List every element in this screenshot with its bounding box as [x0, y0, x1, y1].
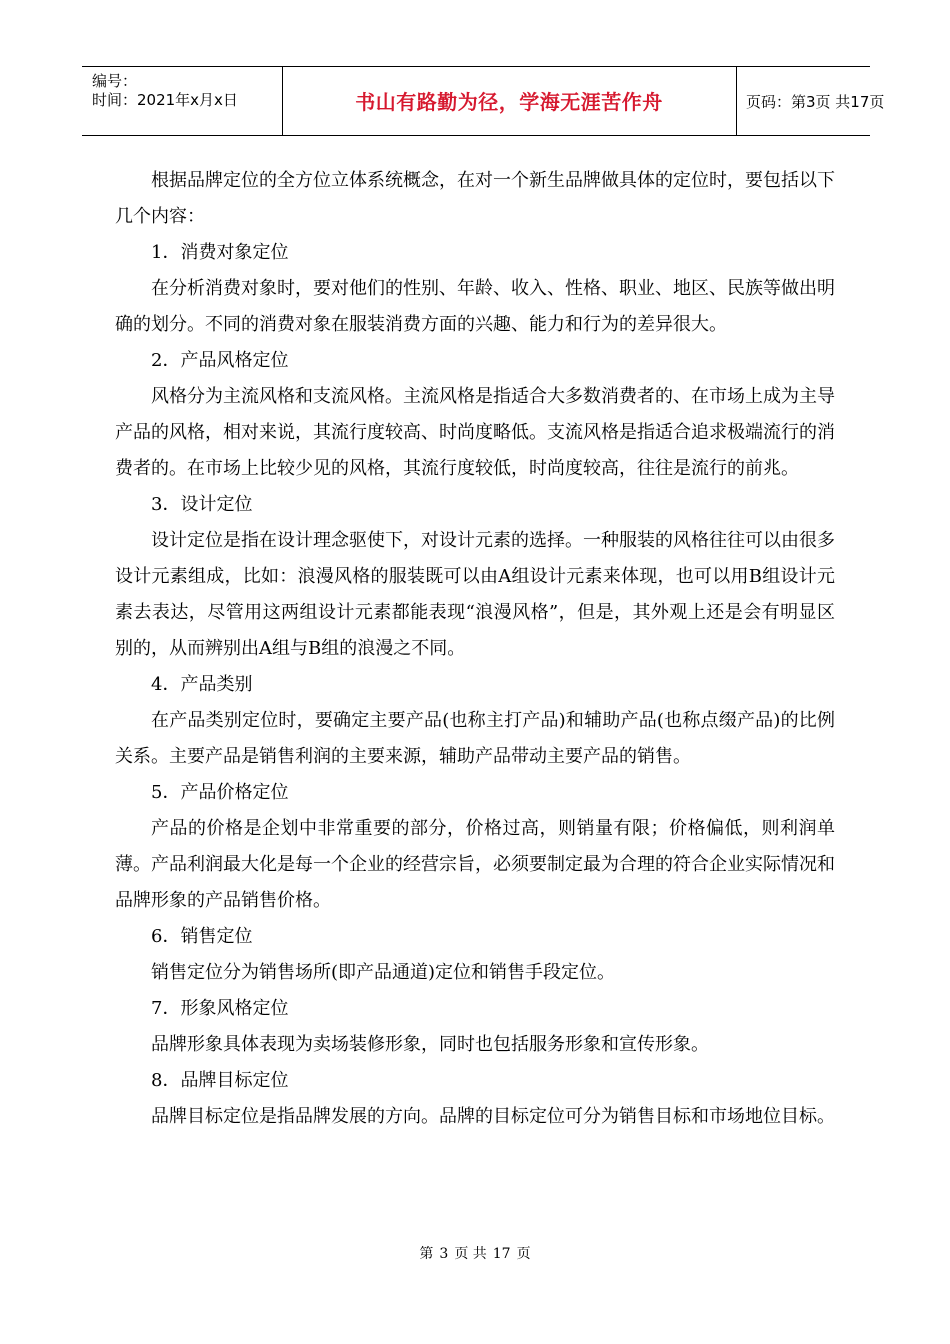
section-heading: 5．产品价格定位	[151, 782, 289, 803]
section-image-style	[115, 991, 835, 1063]
section-paragraph: 产品的价格是企划中非常重要的部分，价格过高，则销量有限；价格偏低，则利润单薄。产品利润最大化是每一个企业的经营宗旨，必须要制定最为合理的符合企业实际情况和品牌形象的产品销售价格。	[115, 818, 835, 911]
section-heading: 7．形象风格定位	[151, 998, 289, 1019]
header-motto: 书山有路勤为径，学海无涯苦作舟	[355, 90, 663, 114]
header-meta-cell	[82, 67, 283, 135]
header-motto-cell	[282, 67, 737, 135]
section-paragraph: 品牌形象具体表现为卖场装修形象，同时也包括服务形象和宣传形象。	[151, 1034, 709, 1055]
section-heading: 3．设计定位	[151, 494, 253, 515]
document-body	[115, 163, 835, 1135]
footer-prefix: 第	[419, 1246, 434, 1262]
header-page-info: 页码：第3页 共17页	[746, 93, 885, 111]
section-price	[115, 775, 835, 919]
section-paragraph: 在产品类别定位时，要确定主要产品(也称主打产品)和辅助产品(也称点缀产品)的比例关系。主要产品是销售利润的主要来源，辅助产品带动主要产品的销售。	[115, 710, 835, 767]
footer-suffix: 页	[516, 1246, 531, 1262]
section-brand-goal	[115, 1063, 835, 1135]
section-product-style	[115, 343, 835, 487]
section-paragraph: 风格分为主流风格和支流风格。主流风格是指适合大多数消费者的、在市场上成为主导产品的风格，相对来说，其流行度较高、时尚度略低。支流风格是指适合追求极端流行的消费者的。在市场上比较少见的风格，其流行度较低，时尚度较高，往往是流行的前兆。	[115, 386, 835, 479]
section-paragraph: 在分析消费对象时，要对他们的性别、年龄、收入、性格、职业、地区、民族等做出明确的划分。不同的消费对象在服装消费方面的兴趣、能力和行为的差异很大。	[115, 278, 835, 335]
footer-total-pages: 17	[492, 1246, 511, 1262]
footer-current-page: 3	[439, 1246, 449, 1262]
document-date: 时间：2021年x月x日	[92, 91, 238, 109]
section-sales	[115, 919, 835, 991]
section-heading: 2．产品风格定位	[151, 350, 289, 371]
footer-mid: 页 共	[454, 1246, 487, 1262]
intro-paragraph: 根据品牌定位的全方位立体系统概念，在对一个新生品牌做具体的定位时，要包括以下几个内容：	[115, 170, 835, 227]
section-paragraph: 销售定位分为销售场所(即产品通道)定位和销售手段定位。	[151, 962, 616, 983]
section-paragraph: 品牌目标定位是指品牌发展的方向。品牌的目标定位可分为销售目标和市场地位目标。	[151, 1106, 835, 1127]
section-heading: 1．消费对象定位	[151, 242, 289, 263]
section-design	[115, 487, 835, 667]
page-footer	[0, 1245, 950, 1263]
section-heading: 4．产品类别	[151, 674, 253, 695]
section-consumer-target	[115, 235, 835, 343]
section-heading: 8．品牌目标定位	[151, 1070, 289, 1091]
section-product-category	[115, 667, 835, 775]
section-paragraph: 设计定位是指在设计理念驱使下，对设计元素的选择。一种服装的风格往往可以由很多设计元素组成，比如：浪漫风格的服装既可以由A组设计元素来体现，也可以用B组设计元素去表达，尽管用这两组设计元素都能表现“浪漫风格”，但是，其外观上还是会有明显区别的，从而辨别出A组与B组的浪漫之不同。	[115, 530, 835, 659]
section-heading: 6．销售定位	[151, 926, 253, 947]
page-header	[82, 66, 885, 136]
header-page-cell	[736, 67, 885, 135]
document-id-label: 编号：	[92, 72, 138, 90]
